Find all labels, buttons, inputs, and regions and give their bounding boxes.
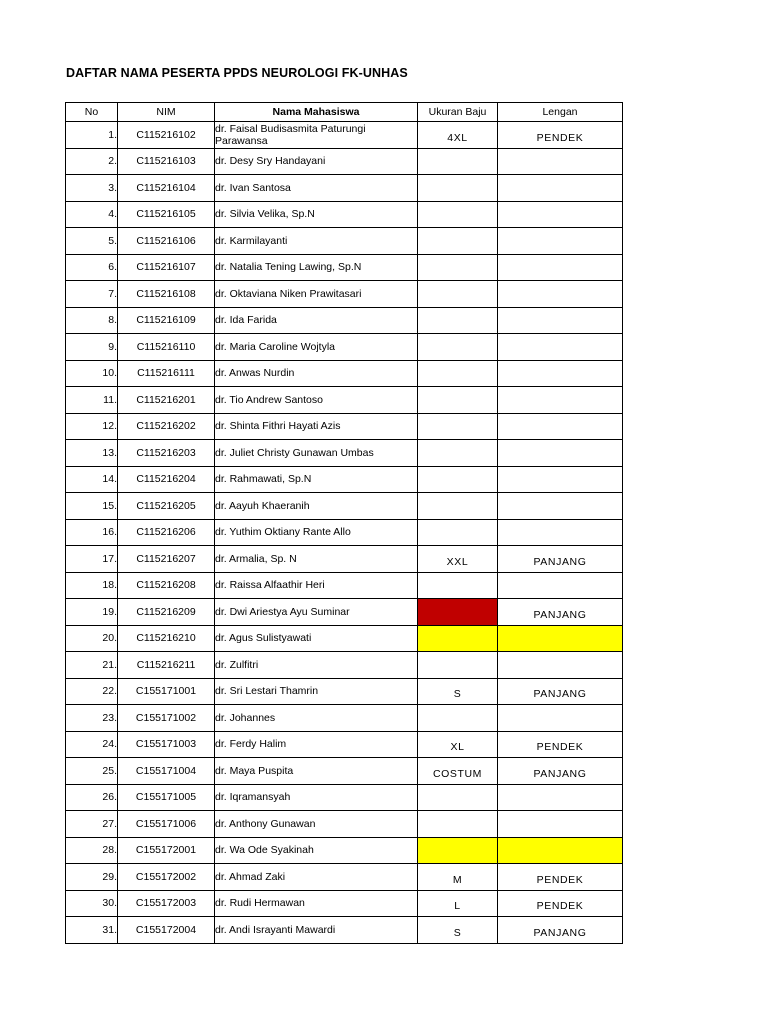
row-name: dr. Silvia Velika, Sp.N — [215, 201, 418, 228]
row-sleeve — [498, 148, 623, 175]
row-name: dr. Aayuh Khaeranih — [215, 493, 418, 520]
row-number: 10. — [66, 360, 118, 387]
header-no: No — [66, 103, 118, 122]
row-sleeve — [498, 864, 623, 891]
row-number: 29. — [66, 864, 118, 891]
row-number: 21. — [66, 652, 118, 679]
table-row — [66, 758, 623, 785]
row-number: 16. — [66, 519, 118, 546]
row-shirt-size-text: XXL — [446, 555, 469, 568]
row-shirt-size-text: M — [452, 873, 463, 886]
row-nim: C155171006 — [118, 811, 215, 838]
row-sleeve — [498, 307, 623, 334]
table-row — [66, 705, 623, 732]
row-name: dr. Maria Caroline Wojtyla — [215, 334, 418, 361]
table-row — [66, 281, 623, 308]
row-sleeve-text: PENDEK — [536, 873, 584, 886]
row-shirt-size — [418, 890, 498, 917]
table-row — [66, 599, 623, 626]
table-row — [66, 228, 623, 255]
row-number: 11. — [66, 387, 118, 414]
row-shirt-size — [418, 413, 498, 440]
row-shirt-size — [418, 122, 498, 149]
table-row — [66, 519, 623, 546]
table-row — [66, 493, 623, 520]
table-row — [66, 837, 623, 864]
row-nim: C115216203 — [118, 440, 215, 467]
row-number: 12. — [66, 413, 118, 440]
row-nim: C115216207 — [118, 546, 215, 573]
table-row — [66, 917, 623, 944]
row-nim: C115216107 — [118, 254, 215, 281]
table-row — [66, 360, 623, 387]
row-number: 15. — [66, 493, 118, 520]
row-sleeve — [498, 281, 623, 308]
row-number: 13. — [66, 440, 118, 467]
row-number: 5. — [66, 228, 118, 255]
row-number: 4. — [66, 201, 118, 228]
row-shirt-size — [418, 599, 498, 626]
row-sleeve-text: PENDEK — [536, 900, 584, 913]
row-name: dr. Faisal Budisasmita Paturungi Parawansa — [215, 122, 418, 149]
row-sleeve — [498, 201, 623, 228]
row-sleeve — [498, 413, 623, 440]
row-shirt-size — [418, 201, 498, 228]
table-row — [66, 811, 623, 838]
row-shirt-size — [418, 281, 498, 308]
row-shirt-size — [418, 731, 498, 758]
row-sleeve-text: PANJANG — [533, 688, 587, 701]
table-row — [66, 254, 623, 281]
row-name: dr. Sri Lestari Thamrin — [215, 678, 418, 705]
table-row — [66, 890, 623, 917]
row-name: dr. Oktaviana Niken Prawitasari — [215, 281, 418, 308]
row-nim: C115216206 — [118, 519, 215, 546]
row-nim: C115216201 — [118, 387, 215, 414]
row-number: 19. — [66, 599, 118, 626]
row-name: dr. Juliet Christy Gunawan Umbas — [215, 440, 418, 467]
row-nim: C155171004 — [118, 758, 215, 785]
row-sleeve-text: PENDEK — [536, 131, 584, 144]
row-sleeve — [498, 625, 623, 652]
row-shirt-size — [418, 705, 498, 732]
row-sleeve-text: PANJANG — [533, 767, 587, 780]
row-sleeve — [498, 758, 623, 785]
row-number: 26. — [66, 784, 118, 811]
table-row — [66, 413, 623, 440]
row-nim: C115216108 — [118, 281, 215, 308]
row-nim: C155172002 — [118, 864, 215, 891]
row-name: dr. Dwi Ariestya Ayu Suminar — [215, 599, 418, 626]
row-number: 27. — [66, 811, 118, 838]
row-number: 17. — [66, 546, 118, 573]
table-row — [66, 440, 623, 467]
row-nim: C115216205 — [118, 493, 215, 520]
row-shirt-size — [418, 466, 498, 493]
row-shirt-size — [418, 811, 498, 838]
row-nim: C115216103 — [118, 148, 215, 175]
row-nim: C155171001 — [118, 678, 215, 705]
row-shirt-size — [418, 254, 498, 281]
row-number: 7. — [66, 281, 118, 308]
table-row — [66, 387, 623, 414]
row-name: dr. Andi Israyanti Mawardi — [215, 917, 418, 944]
row-name: dr. Natalia Tening Lawing, Sp.N — [215, 254, 418, 281]
row-sleeve — [498, 466, 623, 493]
row-name: dr. Ahmad Zaki — [215, 864, 418, 891]
row-sleeve — [498, 519, 623, 546]
row-sleeve — [498, 546, 623, 573]
table-row — [66, 652, 623, 679]
row-name: dr. Ferdy Halim — [215, 731, 418, 758]
table-row — [66, 625, 623, 652]
table-row — [66, 546, 623, 573]
row-sleeve — [498, 652, 623, 679]
table-row — [66, 678, 623, 705]
row-sleeve — [498, 811, 623, 838]
row-nim: C115216204 — [118, 466, 215, 493]
row-nim: C155172003 — [118, 890, 215, 917]
row-name: dr. Ida Farida — [215, 307, 418, 334]
row-shirt-size-text: L — [454, 900, 461, 913]
row-nim: C115216105 — [118, 201, 215, 228]
row-number: 9. — [66, 334, 118, 361]
document-title: DAFTAR NAMA PESERTA PPDS NEUROLOGI FK-UNHAS — [66, 66, 408, 80]
row-shirt-size-text: XL — [450, 741, 465, 754]
row-number: 3. — [66, 175, 118, 202]
row-name: dr. Rahmawati, Sp.N — [215, 466, 418, 493]
table-row — [66, 122, 623, 149]
row-sleeve — [498, 122, 623, 149]
row-shirt-size — [418, 360, 498, 387]
row-name: dr. Karmilayanti — [215, 228, 418, 255]
participant-table — [65, 102, 623, 944]
row-shirt-size — [418, 625, 498, 652]
table-row — [66, 466, 623, 493]
row-sleeve — [498, 837, 623, 864]
row-sleeve-text: PANJANG — [533, 926, 587, 939]
row-shirt-size — [418, 307, 498, 334]
row-number: 30. — [66, 890, 118, 917]
row-nim: C115216110 — [118, 334, 215, 361]
header-name: Nama Mahasiswa — [215, 103, 418, 122]
table-body — [66, 122, 623, 944]
row-sleeve — [498, 493, 623, 520]
row-shirt-size — [418, 678, 498, 705]
row-sleeve — [498, 228, 623, 255]
header-shirt-size: Ukuran Baju — [418, 103, 498, 122]
row-shirt-size — [418, 175, 498, 202]
row-name: dr. Armalia, Sp. N — [215, 546, 418, 573]
row-number: 20. — [66, 625, 118, 652]
row-nim: C155172001 — [118, 837, 215, 864]
row-shirt-size — [418, 572, 498, 599]
row-sleeve — [498, 175, 623, 202]
table-row — [66, 572, 623, 599]
row-name: dr. Wa Ode Syakinah — [215, 837, 418, 864]
table-row — [66, 784, 623, 811]
row-nim: C115216209 — [118, 599, 215, 626]
row-name: dr. Agus Sulistyawati — [215, 625, 418, 652]
row-sleeve — [498, 731, 623, 758]
row-number: 2. — [66, 148, 118, 175]
row-shirt-size — [418, 519, 498, 546]
row-nim: C155171003 — [118, 731, 215, 758]
row-nim: C115216102 — [118, 122, 215, 149]
row-shirt-size-text: S — [453, 688, 462, 701]
row-name: dr. Yuthim Oktiany Rante Allo — [215, 519, 418, 546]
row-sleeve — [498, 254, 623, 281]
table-row — [66, 148, 623, 175]
row-name: dr. Ivan Santosa — [215, 175, 418, 202]
header-sleeve: Lengan — [498, 103, 623, 122]
row-nim: C115216109 — [118, 307, 215, 334]
row-shirt-size — [418, 440, 498, 467]
row-name: dr. Tio Andrew Santoso — [215, 387, 418, 414]
row-shirt-size — [418, 864, 498, 891]
row-shirt-size — [418, 228, 498, 255]
row-name: dr. Maya Puspita — [215, 758, 418, 785]
row-nim: C115216106 — [118, 228, 215, 255]
row-name: dr. Rudi Hermawan — [215, 890, 418, 917]
row-sleeve — [498, 334, 623, 361]
row-sleeve — [498, 890, 623, 917]
row-sleeve — [498, 572, 623, 599]
row-nim: C115216208 — [118, 572, 215, 599]
row-sleeve-text: PENDEK — [536, 741, 584, 754]
row-nim: C115216104 — [118, 175, 215, 202]
row-sleeve — [498, 387, 623, 414]
row-shirt-size — [418, 917, 498, 944]
row-number: 1. — [66, 122, 118, 149]
row-shirt-size — [418, 652, 498, 679]
row-shirt-size — [418, 387, 498, 414]
row-number: 31. — [66, 917, 118, 944]
row-number: 6. — [66, 254, 118, 281]
table-row — [66, 175, 623, 202]
row-sleeve — [498, 599, 623, 626]
row-sleeve-text: PANJANG — [533, 608, 587, 621]
table-row — [66, 307, 623, 334]
row-nim: C155172004 — [118, 917, 215, 944]
row-shirt-size — [418, 546, 498, 573]
row-sleeve — [498, 440, 623, 467]
row-shirt-size — [418, 334, 498, 361]
row-name: dr. Shinta Fithri Hayati Azis — [215, 413, 418, 440]
row-number: 28. — [66, 837, 118, 864]
row-nim: C115216111 — [118, 360, 215, 387]
row-shirt-size — [418, 148, 498, 175]
row-number: 22. — [66, 678, 118, 705]
table-row — [66, 201, 623, 228]
row-nim: C115216211 — [118, 652, 215, 679]
row-nim: C155171002 — [118, 705, 215, 732]
row-sleeve — [498, 917, 623, 944]
row-number: 14. — [66, 466, 118, 493]
row-shirt-size-text: S — [453, 926, 462, 939]
row-sleeve — [498, 678, 623, 705]
row-nim: C155171005 — [118, 784, 215, 811]
row-number: 24. — [66, 731, 118, 758]
row-sleeve — [498, 705, 623, 732]
header-nim: NIM — [118, 103, 215, 122]
row-name: dr. Raissa Alfaathir Heri — [215, 572, 418, 599]
row-name: dr. Iqramansyah — [215, 784, 418, 811]
row-shirt-size-text: COSTUM — [432, 767, 483, 780]
row-shirt-size-text: 4XL — [447, 131, 468, 144]
row-name: dr. Zulfitri — [215, 652, 418, 679]
row-name: dr. Desy Sry Handayani — [215, 148, 418, 175]
row-nim: C115216202 — [118, 413, 215, 440]
row-sleeve — [498, 784, 623, 811]
row-name: dr. Johannes — [215, 705, 418, 732]
table-row — [66, 334, 623, 361]
row-shirt-size — [418, 493, 498, 520]
row-name: dr. Anthony Gunawan — [215, 811, 418, 838]
row-sleeve-text: PANJANG — [533, 555, 587, 568]
row-shirt-size — [418, 784, 498, 811]
table-row — [66, 864, 623, 891]
row-name: dr. Anwas Nurdin — [215, 360, 418, 387]
row-sleeve — [498, 360, 623, 387]
row-number: 8. — [66, 307, 118, 334]
row-shirt-size — [418, 758, 498, 785]
row-number: 23. — [66, 705, 118, 732]
row-shirt-size — [418, 837, 498, 864]
row-number: 18. — [66, 572, 118, 599]
row-number: 25. — [66, 758, 118, 785]
row-nim: C115216210 — [118, 625, 215, 652]
table-header-row — [66, 103, 623, 122]
table-row — [66, 731, 623, 758]
